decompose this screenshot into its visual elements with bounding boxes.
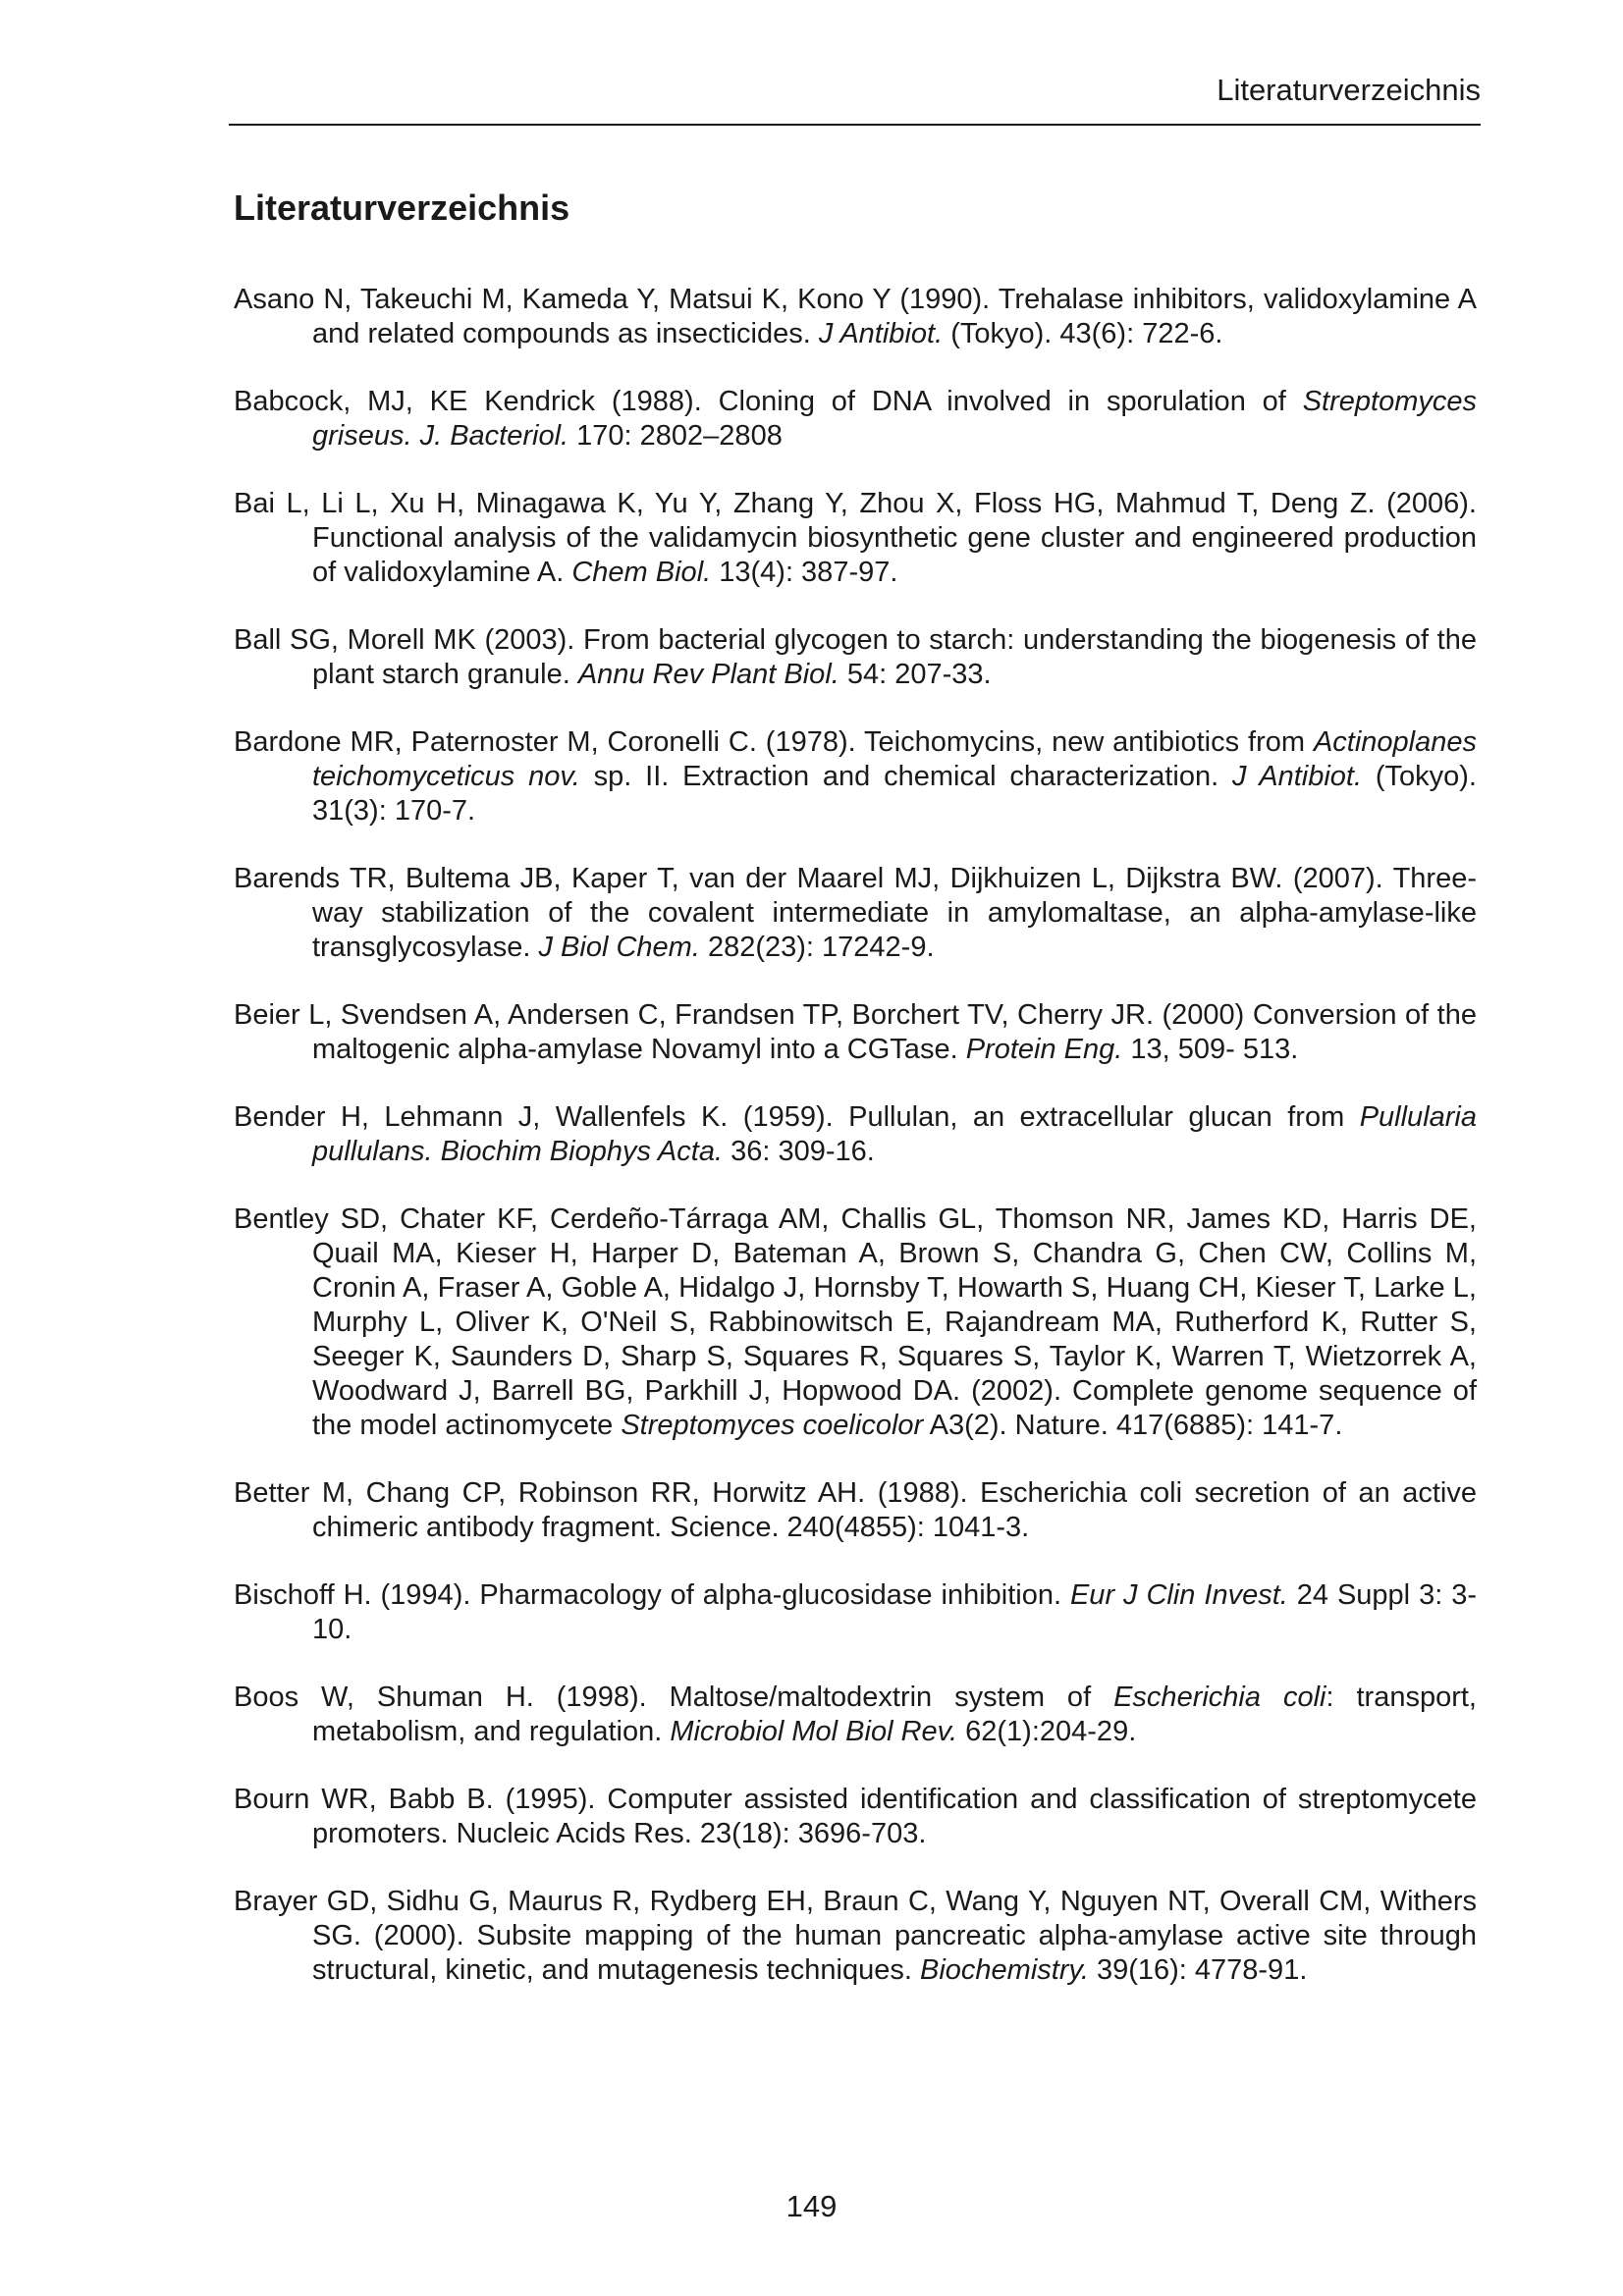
reference-entry (234, 1202, 1477, 1443)
reference-italic-text: Biochemistry. (920, 1954, 1089, 1986)
reference-entry (234, 862, 1477, 965)
reference-italic-text: Microbiol Mol Biol Rev. (670, 1716, 958, 1747)
reference-text: Bai L, Li L, Xu H, Minagawa K, Yu Y, Zhang Y, Zhou X, Floss HG, Mahmud T, Deng Z. (2006). Functional analysis of the validamycin biosynthetic gene cluster and engineered production of validoxylamine A. (234, 488, 1477, 588)
reference-text: Beier L, Svendsen A, Andersen C, Frandsen TP, Borchert TV, Cherry JR. (2000) Conversion of the maltogenic alpha-amylase Novamyl into a CGTase. (234, 999, 1477, 1065)
reference-italic-text: Escherichia coli (1113, 1682, 1326, 1713)
reference-entry (234, 385, 1477, 454)
reference-text: 62(1):204-29. (957, 1716, 1137, 1747)
reference-text: Bischoff H. (1994). Pharmacology of alpha-glucosidase inhibition. (234, 1579, 1070, 1611)
reference-italic-text: J Antibiot. (818, 318, 944, 349)
reference-list (234, 283, 1477, 2021)
reference-entry (234, 1681, 1477, 1749)
reference-text: Brayer GD, Sidhu G, Maurus R, Rydberg EH, Braun C, Wang Y, Nguyen NT, Overall CM, Withers SG. (2000). Subsite mapping of the human pancreatic alpha-amylase active site through structural, kinetic, and mutagenesis techniques. (234, 1886, 1477, 1986)
reference-entry (234, 998, 1477, 1067)
reference-text: sp. II. Extraction and chemical characterization. (579, 761, 1232, 792)
reference-text: Bender H, Lehmann J, Wallenfels K. (1959). Pullulan, an extracellular glucan from (234, 1101, 1360, 1133)
running-header: Literaturverzeichnis (1217, 73, 1481, 107)
reference-italic-text: Streptomyces griseus. J. Bacteriol. (312, 386, 1477, 452)
reference-text: Babcock, MJ, KE Kendrick (1988). Cloning of DNA involved in sporulation of (234, 386, 1303, 417)
reference-text: Boos W, Shuman H. (1998). Maltose/maltodextrin system of (234, 1682, 1114, 1713)
page-title: Literaturverzeichnis (234, 187, 570, 228)
reference-entry (234, 1783, 1477, 1851)
reference-text: : transport, metabolism, and regulation. (312, 1682, 1477, 1747)
reference-text: 39(16): 4778-91. (1088, 1954, 1308, 1986)
reference-text: 170: 2802–2808 (568, 420, 783, 452)
reference-text: Barends TR, Bultema JB, Kaper T, van der Maarel MJ, Dijkhuizen L, Dijkstra BW. (2007). Three-way stabilization of the covalent intermediate in amylomaltase, an alpha-amylase-like transglycosylase. (234, 863, 1477, 963)
reference-text: 282(23): 17242-9. (699, 932, 935, 963)
reference-text: Bourn WR, Babb B. (1995). Computer assisted identification and classification of streptomycete promoters. Nucleic Acids Res. 23(18): 3696-703. (234, 1784, 1477, 1849)
reference-italic-text: Annu Rev Plant Biol. (577, 659, 839, 690)
reference-text: 54: 207-33. (839, 659, 992, 690)
reference-entry (234, 725, 1477, 828)
reference-text: 13, 509- 513. (1122, 1034, 1299, 1065)
reference-text: Bardone MR, Paternoster M, Coronelli C. (1978). Teichomycins, new antibiotics from (234, 726, 1314, 758)
reference-entry (234, 1100, 1477, 1169)
reference-text: (Tokyo). 31(3): 170-7. (312, 761, 1477, 827)
reference-entry (234, 1578, 1477, 1647)
reference-entry (234, 283, 1477, 351)
reference-entry (234, 487, 1477, 590)
reference-text: (Tokyo). 43(6): 722-6. (943, 318, 1223, 349)
reference-italic-text: Actinoplanes teichomyceticus nov. (312, 726, 1477, 792)
reference-italic-text: Eur J Clin Invest. (1069, 1579, 1288, 1611)
reference-text: 36: 309-16. (723, 1136, 875, 1167)
reference-text: A3(2). Nature. 417(6885): 141-7. (923, 1410, 1343, 1441)
reference-entry (234, 623, 1477, 692)
page-number: 149 (785, 2189, 838, 2223)
reference-text: 13(4): 387-97. (711, 557, 898, 588)
reference-text: 24 Suppl 3: 3-10. (312, 1579, 1477, 1645)
reference-text: Asano N, Takeuchi M, Kameda Y, Matsui K, Kono Y (1990). Trehalase inhibitors, validoxylamine A and related compounds as insecticides. (234, 284, 1477, 349)
reference-entry (234, 1476, 1477, 1545)
reference-italic-text: Pullularia pullulans. Biochim Biophys Acta. (312, 1101, 1477, 1167)
reference-text: Ball SG, Morell MK (2003). From bacterial glycogen to starch: understanding the biogenesis of the plant starch granule. (234, 624, 1477, 690)
reference-italic-text: J Antibiot. (1231, 761, 1363, 792)
reference-text: Bentley SD, Chater KF, Cerdeño-Tárraga AM, Challis GL, Thomson NR, James KD, Harris DE, Quail MA, Kieser H, Harper D, Bateman A, Brown S, Chandra G, Chen CW, Collins M, Cronin A, Fraser A, Goble A, Hidalgo J, Hornsby T, Howarth S, Huang CH, Kieser T, Larke L, Murphy L, Oliver K, O'Neil S, Rabbinowitsch E, Rajandream MA, Rutherford K, Rutter S, Seeger K, Saunders D, Sharp S, Squares R, Squares S, Taylor K, Warren T, Wietzorrek A, Woodward J, Barrell BG, Parkhill J, Hopwood DA. (2002). Complete genome sequence of the model actinomycete (234, 1203, 1477, 1441)
reference-italic-text: Streptomyces coelicolor (621, 1410, 924, 1441)
reference-entry (234, 1885, 1477, 1988)
header-rule (229, 124, 1481, 126)
reference-text: Better M, Chang CP, Robinson RR, Horwitz AH. (1988). Escherichia coli secretion of an active chimeric antibody fragment. Science. 240(4855): 1041-3. (234, 1477, 1477, 1543)
reference-italic-text: Chem Biol. (571, 557, 712, 588)
reference-italic-text: Protein Eng. (965, 1034, 1123, 1065)
reference-italic-text: J Biol Chem. (538, 932, 700, 963)
